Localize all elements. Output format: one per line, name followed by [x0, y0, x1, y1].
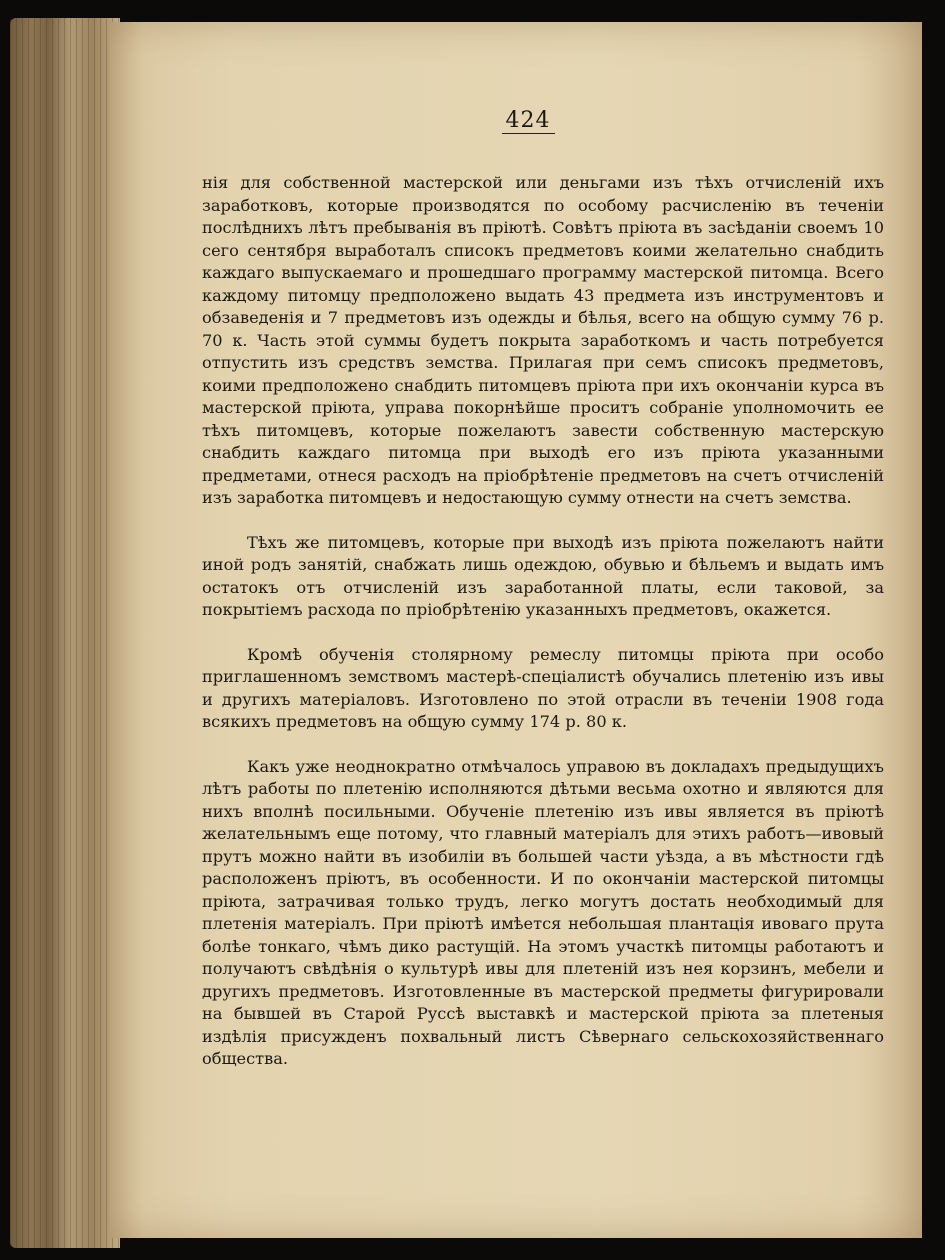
paragraph-3: Кромѣ обученія столярному ремеслу питомцы пріюта при особо приглашенномъ земствомъ мастерѣ-спеціалистѣ обучались плетенію изъ ивы и другихъ матеріаловъ. Изготовлено по этой отрасли въ теченіи 1908 года всякихъ предметовъ на общую сумму 174 р. 80 к. — [202, 644, 884, 731]
page-number: 424 — [122, 108, 934, 133]
paragraph-2: Тѣхъ же питомцевъ, которые при выходѣ изъ пріюта пожелаютъ найти иной родъ занятій, снабжать лишь одеждою, обувью и бѣльемъ и выдать имъ остатокъ отъ отчисленій изъ заработанной платы, если таковой, за покрытіемъ расхода по пріобрѣтенію указанныхъ предметовъ, окажется. — [202, 532, 884, 619]
body-text — [202, 172, 884, 1071]
paragraph-1: нія для собственной мастерской или деньгами изъ тѣхъ отчисленій ихъ заработковъ, которые производятся по особому расчисленію въ теченіи послѣднихъ лѣтъ пребыванія въ пріютѣ. Совѣтъ пріюта въ засѣданіи своемъ 10 сего сентября выработалъ списокъ предметовъ коими желательно снабдить каждаго выпускаемаго и прошедшаго программу мастерской питомца. Всего каждому питомцу предположено выдать 43 предмета изъ инструментовъ и обзаведенія и 7 предметовъ изъ одежды и бѣлья, всего на общую сумму 76 р. 70 к. Часть этой суммы будетъ покрыта заработкомъ и часть потребуется отпустить изъ средствъ земства. Прилагая при семъ списокъ предметовъ, коими предположено снабдить питомцевъ пріюта при ихъ окончаніи курса въ мастерской пріюта, управа покорнѣйше проситъ собраніе уполномочить ее тѣхъ питомцевъ, которые пожелаютъ завести собственную мастерскую снабдить каждаго питомца при выходѣ его изъ пріюта указанными предметами, отнеся расходъ на пріобрѣтеніе предметовъ на счетъ отчисленій изъ заработка питомцевъ и недостающую сумму отнести на счетъ земства. — [202, 173, 884, 507]
book-page — [110, 22, 922, 1238]
paragraph-4: Какъ уже неоднократно отмѣчалось управою въ докладахъ предыдущихъ лѣтъ работы по плетенію исполняются дѣтьми весьма охотно и являются для нихъ вполнѣ посильными. Обученіе плетенію изъ ивы является въ пріютѣ желательнымъ еще потому, что главный матеріалъ для этихъ работъ—ивовый прутъ можно найти въ изобиліи въ большей части уѣзда, а въ мѣстности гдѣ расположенъ пріютъ, въ особенности. И по окончаніи мастерской питомцы пріюта, затрачивая только трудъ, легко могутъ достать необходимый для плетенія матеріалъ. При пріютѣ имѣется небольшая плантація ивоваго прута болѣе тонкаго, чѣмъ дико растущій. На этомъ участкѣ питомцы работаютъ и получаютъ свѣдѣнія о культурѣ ивы для плетеній изъ нея корзинъ, мебели и другихъ предметовъ. Изготовленные въ мастерской предметы фигурировали на бывшей въ Старой Руссѣ выставкѣ и мастерской пріюта за плетеныя издѣлія присужденъ похвальный листъ Сѣвернаго сельскохозяйственнаго общества. — [202, 756, 884, 1068]
book-page-edges — [10, 18, 120, 1248]
